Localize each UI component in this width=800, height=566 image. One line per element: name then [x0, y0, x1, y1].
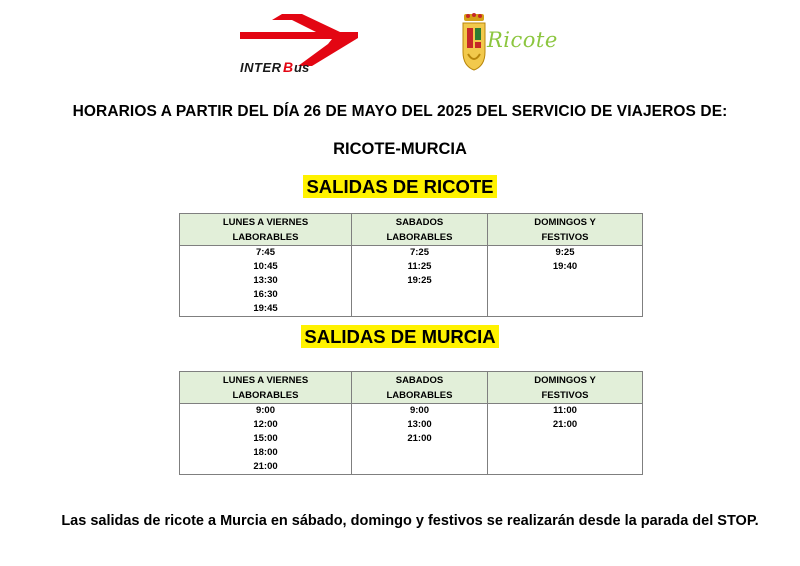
departure-time: 21:00 — [253, 461, 278, 472]
svg-text:B: B — [283, 59, 294, 75]
departure-time: 10:45 — [253, 261, 278, 272]
column-header-saturdays: SABADOS LABORABLES — [352, 372, 488, 404]
ricote-logo-text: Ricote — [487, 28, 558, 52]
times-sundays — [488, 404, 643, 475]
departure-time: 7:45 — [255, 247, 275, 258]
column-header-weekdays: LUNES A VIERNES LABORABLES — [180, 214, 352, 246]
departure-time: 16:30 — [253, 289, 278, 300]
departure-time: 19:40 — [552, 261, 578, 272]
page-title: HORARIOS A PARTIR DEL DÍA 26 DE MAYO DEL 2025 DEL SERVICIO DE VIAJEROS DE: — [72, 103, 728, 120]
table-row — [180, 246, 643, 317]
column-header-sundays: DOMINGOS Y FESTIVOS — [488, 372, 643, 404]
departure-time: 12:00 — [253, 419, 278, 430]
route-title: RICOTE-MURCIA — [333, 140, 467, 158]
departure-time: 9:25 — [555, 247, 575, 258]
times-weekdays — [180, 404, 352, 475]
departure-time: 15:00 — [253, 433, 278, 444]
schedule-table-ricote — [179, 213, 643, 317]
times-saturdays — [352, 404, 488, 475]
departure-time: 21:00 — [407, 433, 432, 444]
departure-time: 13:00 — [407, 419, 432, 430]
table-header-row — [180, 372, 643, 404]
departure-time: 9:00 — [409, 405, 429, 416]
departure-time: 11:25 — [407, 261, 432, 272]
column-header-sundays: DOMINGOS Y FESTIVOS — [488, 214, 643, 246]
departure-time: 9:00 — [255, 405, 275, 416]
times-saturdays — [352, 246, 488, 317]
table-header-row — [180, 214, 643, 246]
schedule-table-murcia — [179, 371, 643, 475]
footer-note: Las salidas de ricote a Murcia en sábado, domingo y festivos se realizarán desde la parada del STOP. — [61, 513, 759, 529]
departure-time: 7:25 — [409, 247, 429, 258]
departure-time: 19:25 — [407, 275, 432, 286]
times-weekdays — [180, 246, 352, 317]
svg-text:us: us — [294, 60, 310, 75]
departure-time: 18:00 — [253, 447, 278, 458]
section-title-murcia: SALIDAS DE MURCIA — [0, 326, 800, 348]
svg-text:INTER: INTER — [240, 60, 282, 75]
table-row — [180, 404, 643, 475]
interbus-logo — [232, 10, 364, 76]
departure-time: 21:00 — [552, 419, 578, 430]
departure-time: 19:45 — [253, 303, 278, 314]
times-sundays — [488, 246, 643, 317]
column-header-weekdays: LUNES A VIERNES LABORABLES — [180, 372, 352, 404]
departure-time: 11:00 — [553, 405, 577, 416]
departure-time: 13:30 — [253, 275, 278, 286]
column-header-saturdays: SABADOS LABORABLES — [352, 214, 488, 246]
section-title-ricote: SALIDAS DE RICOTE — [0, 176, 800, 198]
